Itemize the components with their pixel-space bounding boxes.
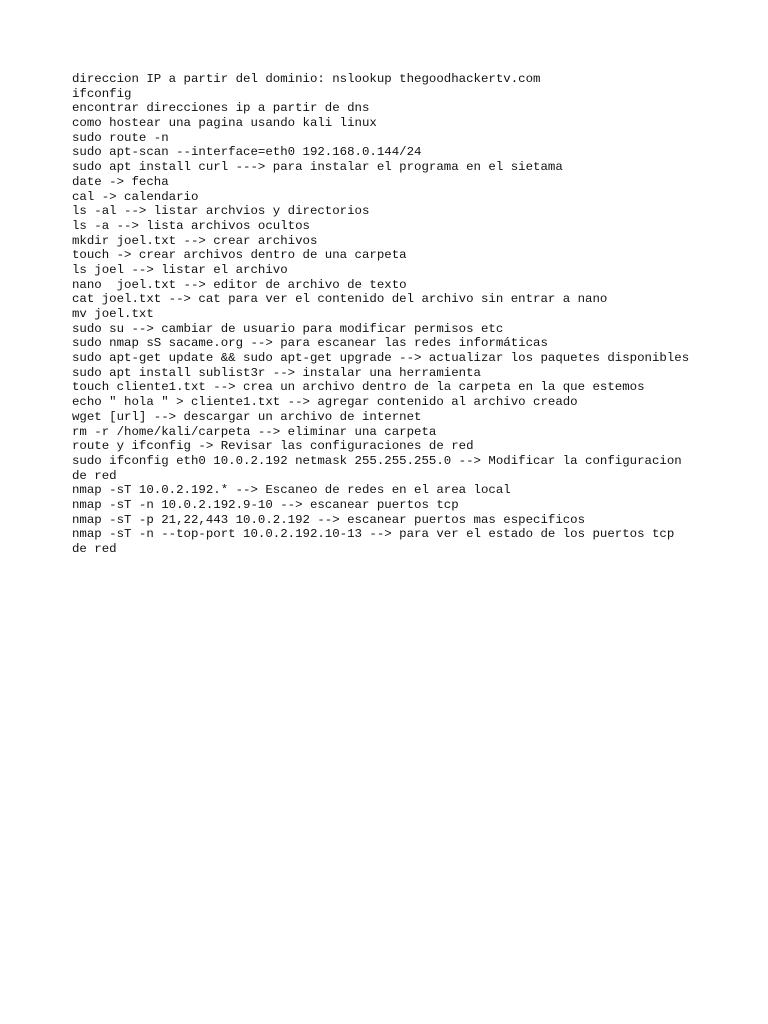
- text-line: cal -> calendario: [72, 189, 199, 204]
- text-line: ls joel --> listar el archivo: [72, 262, 288, 277]
- text-line: nmap -sT -n --top-port 10.0.2.192.10-13 --> para ver el estado de los puertos tcp: [72, 527, 675, 542]
- text-line: date -> fecha: [72, 174, 169, 189]
- text-line: sudo su --> cambiar de usuario para modificar permisos etc: [72, 321, 504, 336]
- text-line: echo " hola " > cliente1.txt --> agregar contenido al archivo creado: [72, 395, 578, 410]
- text-line: sudo route -n: [72, 130, 169, 145]
- document-text: [72, 72, 696, 557]
- text-line: sudo apt install curl ---> para instalar el programa en el sietama: [72, 160, 563, 175]
- text-line: nmap -sT -n 10.0.2.192.9-10 --> escanear puertos tcp: [72, 497, 459, 512]
- text-line: nano joel.txt --> editor de archivo de texto: [72, 277, 407, 292]
- text-line: sudo apt-scan --interface=eth0 192.168.0.144/24: [72, 145, 422, 160]
- text-line: rm -r /home/kali/carpeta --> eliminar una carpeta: [72, 424, 437, 439]
- text-line: ls -al --> listar archvios y directorios: [72, 204, 370, 219]
- text-line: sudo apt install sublist3r --> instalar una herramienta: [72, 365, 481, 380]
- text-line: direccion IP a partir del dominio: nslookup thegoodhackertv.com: [72, 72, 541, 86]
- text-line: sudo apt-get update && sudo apt-get upgrade --> actualizar los paquetes disponibles: [72, 351, 690, 366]
- text-line: touch -> crear archivos dentro de una carpeta: [72, 248, 407, 263]
- text-line: nmap -sT 10.0.2.192.* --> Escaneo de redes en el area local: [72, 483, 511, 498]
- text-line: encontrar direcciones ip a partir de dns: [72, 101, 370, 116]
- text-line: nmap -sT -p 21,22,443 10.0.2.192 --> escanear puertos mas especificos: [72, 512, 586, 527]
- text-line: ifconfig: [72, 86, 132, 101]
- text-line: wget [url] --> descargar un archivo de internet: [72, 409, 422, 424]
- text-line: sudo nmap sS sacame.org --> para escanear las redes informáticas: [72, 336, 548, 351]
- text-line: como hostear una pagina usando kali linux: [72, 116, 377, 131]
- text-line: de red: [72, 468, 117, 483]
- text-line: ls -a --> lista archivos ocultos: [72, 218, 310, 233]
- text-line: touch cliente1.txt --> crea un archivo dentro de la carpeta en la que estemos: [72, 380, 645, 395]
- text-line: route y ifconfig -> Revisar las configuraciones de red: [72, 439, 474, 454]
- text-line: mv joel.txt: [72, 307, 154, 321]
- text-line: mkdir joel.txt --> crear archivos: [72, 233, 318, 248]
- text-line: de red: [72, 542, 117, 556]
- text-line: cat joel.txt --> cat para ver el contenido del archivo sin entrar a nano: [72, 292, 608, 307]
- text-line: sudo ifconfig eth0 10.0.2.192 netmask 255.255.255.0 --> Modificar la configuracion: [72, 453, 682, 468]
